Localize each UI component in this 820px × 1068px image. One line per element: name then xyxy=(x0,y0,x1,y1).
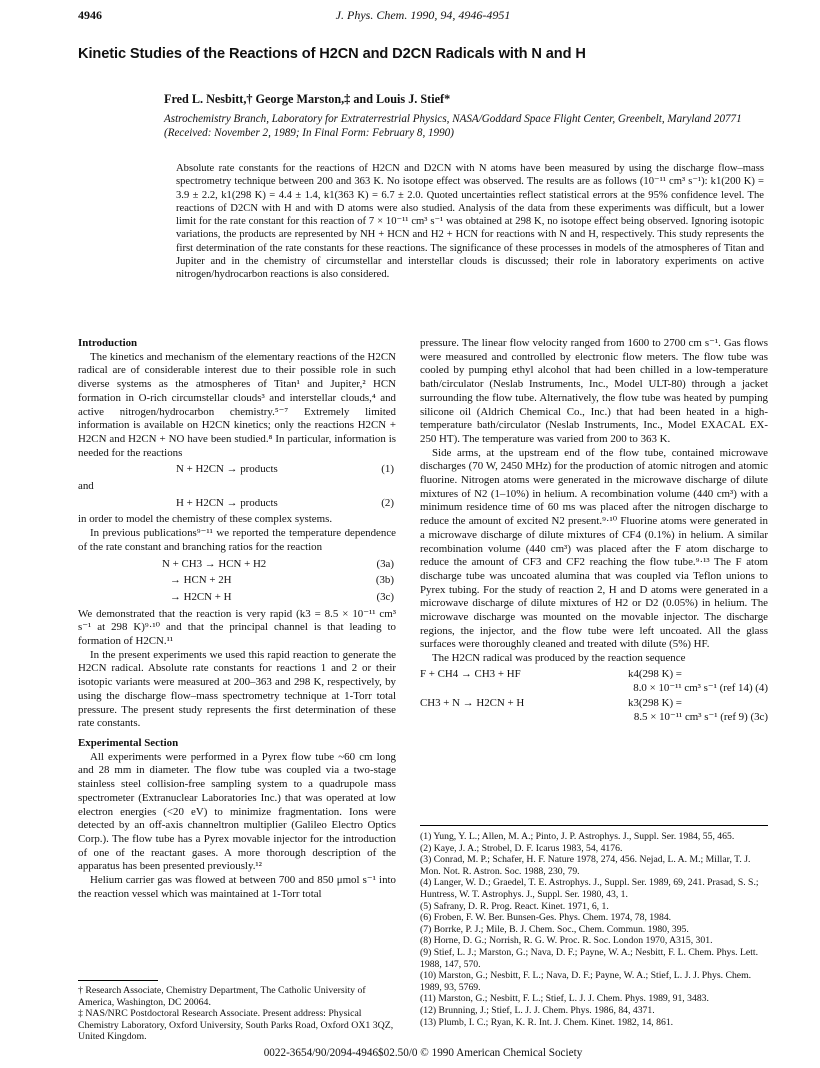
reference-item: (9) Stief, L. J.; Marston, G.; Nava, D. F.; Payne, W. A.; Nesbitt, F. L. Chem. Phys. Lett. 1988, 147, 570. xyxy=(420,946,759,970)
running-header xyxy=(78,8,768,24)
present-experiments-paragraph: In the present experiments we used this rapid reaction to generate the H2CN radical. Absolute rate constants for reactions 1 and 2 or their isotopic variants were measured at 200–363 and 298 K, respectively, by using the discharge flow–mass spectrometry technique at 1-Torr total pressure. The present study represents the first determination of these rate constants. xyxy=(78,648,396,730)
demonstration-paragraph: We demonstrated that the reaction is very rapid (k3 = 8.5 × 10⁻¹¹ cm³ s⁻¹ at 298 K)⁹·¹⁰ and that the principal channel is that leading to formation of H2CN.¹¹ xyxy=(78,607,396,648)
left-column xyxy=(78,337,396,901)
section-heading-experimental: Experimental Section xyxy=(78,736,179,749)
previous-publications-paragraph: In previous publications⁹⁻¹¹ we reported the temperature dependence of the rate constant and branching ratios for the reaction xyxy=(78,527,396,553)
side-arms-paragraph: Side arms, at the upstream end of the flow tube, contained microwave discharges (70 W, 2450 MHz) for the production of atomic nitrogen and atomic fluorine. Nitrogen atoms were generated in the microwave discharge of dilute mixtures of N2 (1–10%) in helium. A recombination volume (440 cm³) with a minimum residence time of 60 ms was placed after the nitrogen discharge to reduce the amount of excited N2 present.⁹·¹⁰ Fluorine atoms were generated in a microwave discharge of dilute mixtures of CF4 (0.1%) in helium. A similar recombination volume (440 cm³) was placed after the F atom discharge to reduce the amount of CF3 and CF2 reaching the flow tube.⁹·¹³ The F atom discharge tube was uncoated alumina that was coupled via Teflon unions to Pyrex tubing. For the study of reaction 2, H and D atoms were generated in a microwave discharge of dilute mixtures of H2 or D2 (0.05%) in helium. The microwave discharge was mounted on the movable injector. The discharge regions, the injector, and the flow tube were left uncoated. All the glass surfaces were thoroughly cleaned and treated with dilute (5%) HF. xyxy=(420,446,768,651)
author-list: Fred L. Nesbitt,† George Marston,‡ and Louis J. Stief* xyxy=(164,92,451,106)
helium-paragraph: Helium carrier gas was flowed at between 700 and 850 μmol s⁻¹ into the reaction vessel which was maintained at 1-Torr total xyxy=(78,874,396,900)
reaction-sequence-4: F + CH4 → CH3 + HF k4(298 K) = 8.0 × 10⁻¹¹ cm³ s⁻¹ (ref 14) (4) xyxy=(420,667,768,694)
reference-item: (7) Borrke, P. J.; Mile, B. J. Chem. Soc., Chem. Commun. 1980, 395. xyxy=(420,923,689,935)
model-sentence: in order to model the chemistry of these complex systems. xyxy=(78,513,333,526)
footnote-divider xyxy=(78,980,158,981)
equation-3c: → H2CN + H (3c) xyxy=(170,590,394,603)
reference-item: (4) Langer, W. D.; Graedel, T. E. Astrophys. J., Suppl. Ser. 1989, 69, 241. Prasad, S. S.; Huntress, W. T. Astrophys. J., Suppl. Ser. 1980, 43, 1. xyxy=(420,877,759,900)
author-footnotes xyxy=(78,980,396,1043)
reference-item: (5) Safrany, D. R. Prog. React. Kinet. 1971, 6, 1. xyxy=(420,900,609,912)
affiliation: Astrochemistry Branch, Laboratory for Extraterrestrial Physics, NASA/Goddard Space Flight Center, Greenbelt, Maryland 20771 (Received: November 2, 1989; In Final Form: February 8, 1990) xyxy=(164,113,742,139)
equation-3b: → HCN + 2H (3b) xyxy=(170,574,394,587)
footnote-item: ‡ NAS/NRC Postdoctoral Research Associate. Present address: Physical Chemistry Laboratory, Oxford University, South Parks Road, Oxford OX1 3QZ, United Kingdom. xyxy=(78,1008,394,1043)
reference-list xyxy=(420,825,768,1028)
flow-paragraph: pressure. The linear flow velocity ranged from 1600 to 2700 cm s⁻¹. Gas flows were measured and controlled by electronic flow meters. The flow tube was cooled by pumping ethyl alcohol that had been chilled in a low-temperature bath/circulator (Neslab Instruments, Inc., Model ULT-80) through a jacket surrounding the flow tube. Alternatively, the flow tube was heated by pumping silicone oil (Aldrich Chemical Co., Inc.) that had been heated in a high-temperature bath/circulator (Neslab Instruments, Inc., Model EXACAL EX-250 HT). The temperature was varied from 200 to 363 K. xyxy=(420,337,768,445)
section-heading-introduction: Introduction xyxy=(78,337,138,349)
reference-item: (10) Marston, G.; Nesbitt, F. L.; Nava, D. F.; Payne, W. A.; Stief, L. J. J. Phys. Chem. 1989, 93, 5769. xyxy=(420,970,752,993)
experimental-paragraph: All experiments were performed in a Pyrex flow tube ~60 cm long and 28 mm in diameter. The flow tube was coupled via a two-stage stainless steel collision-free sampling system to a quadrupole mass spectrometer (Extranuclear Laboratories Inc.) that was operated at low electron energies (<20 eV) to minimize fragmentation. Ions were detected by an off-axis channeltron multiplier (Galileo Electro Optics Corp.). The flow tube has a Pyrex movable injector for the introduction of one of the reactant gases. A more thorough description of the apparatus has been presented previously.¹² xyxy=(78,750,396,873)
reference-item: (3) Conrad, M. P.; Schafer, H. F. Nature 1978, 274, 456. Nejad, L. A. M.; Millar, T. J. Mon. Not. R. Astron. Soc. 1988, 230, 79. xyxy=(420,854,751,877)
intro-paragraph: The kinetics and mechanism of the elementary reactions of the H2CN radical are of considerable interest due to their possible role in such diverse systems as the atmospheres of Titan¹ and Jupiter,² HCN formation in O-rich circumstellar clouds³ and interstellar clouds,⁴ and active nitrogen/hydrocarbon chemistry.⁵⁻⁷ Extremely limited information is available on H2CN kinetics; only the reactions H2CN + H2CN and H2CN + NO have been studied.⁸ In particular, information is needed for the reactions xyxy=(78,350,396,459)
radical-production-paragraph: The H2CN radical was produced by the reaction sequence xyxy=(432,652,686,665)
reference-item: (6) Froben, F. W. Ber. Bunsen-Ges. Phys. Chem. 1974, 78, 1984. xyxy=(420,912,672,924)
reference-item: (11) Marston, G.; Nesbitt, F. L.; Stief, L. J. J. Chem. Phys. 1989, 91, 3483. xyxy=(420,993,709,1005)
journal-citation: J. Phys. Chem. 1990, 94, 4946-4951 xyxy=(335,8,511,22)
reference-item: (13) Plumb, I. C.; Ryan, K. R. Int. J. Chem. Kinet. 1982, 14, 861. xyxy=(420,1016,674,1028)
reference-item: (1) Yung, Y. L.; Allen, M. A.; Pinto, J. P. Astrophys. J., Suppl. Ser. 1984, 55, 465. xyxy=(420,831,735,842)
footnote-item: † Research Associate, Chemistry Department, The Catholic University of America, Washington, DC 20064. xyxy=(78,985,366,1008)
reference-item: (12) Brunning, J.; Stief, L. J. J. Chem. Phys. 1986, 84, 4371. xyxy=(420,1004,655,1016)
abstract: Absolute rate constants for the reactions of H2CN and D2CN with N atoms have been measured by using the discharge flow–mass spectrometry technique between 200 and 363 K. No isotope effect was observed. The results are as follows (10⁻¹¹ cm³ s⁻¹): k1(200 K) = 3.9 ± 2.2, k1(298 K) = 4.4 ± 1.4, k1(363 K) = 6.7 ± 2.0. Quoted uncertainties reflect statistical errors at the 95% confidence level. The reactions of D2CN with H and with D atoms were also studied. Analysis of the data from these experiments was difficult, but a lower limit for the rate constant for this reaction of 7 × 10⁻¹¹ cm³ s⁻¹ was obtained at 298 K, no isotope effect being observed. Ignoring isotopic variations, the products are represented by NH + HCN and H2 + HCN for reactions with N and H, respectively. This study represents the first determination of the rate constants for these reactions. The significance of these processes in models of the atmospheres of Titan and Jupiter and in the chemistry of circumstellar and interstellar clouds is discussed; their role in laboratory experiments on active nitrogen/hydrocarbon reactions is also considered. xyxy=(176,163,764,281)
reference-divider xyxy=(420,825,768,826)
reference-item: (8) Horne, D. G.; Norrish, R. G. W. Proc. R. Soc. London 1970, A315, 301. xyxy=(420,935,713,947)
equation-2: H + H2CN → products (2) xyxy=(176,496,394,509)
reaction-sequence-3c: CH3 + N → H2CN + H k3(298 K) = 8.5 × 10⁻¹¹ cm³ s⁻¹ (ref 9) (3c) xyxy=(420,697,768,723)
copyright-footer: 0022-3654/90/2094-4946$02.50/0 © 1990 American Chemical Society xyxy=(263,1047,583,1059)
equation-3a: N + CH3 → HCN + H2 (3a) xyxy=(162,557,394,570)
right-column xyxy=(420,337,768,727)
and-text: and xyxy=(78,480,94,493)
page-number: 4946 xyxy=(78,8,102,22)
reference-item: (2) Kaye, J. A.; Strobel, D. F. Icarus 1983, 54, 4176. xyxy=(420,842,623,854)
article-title: Kinetic Studies of the Reactions of H2CN and D2CN Radicals with N and H xyxy=(78,46,586,62)
equation-1: N + H2CN → products (1) xyxy=(176,463,394,476)
